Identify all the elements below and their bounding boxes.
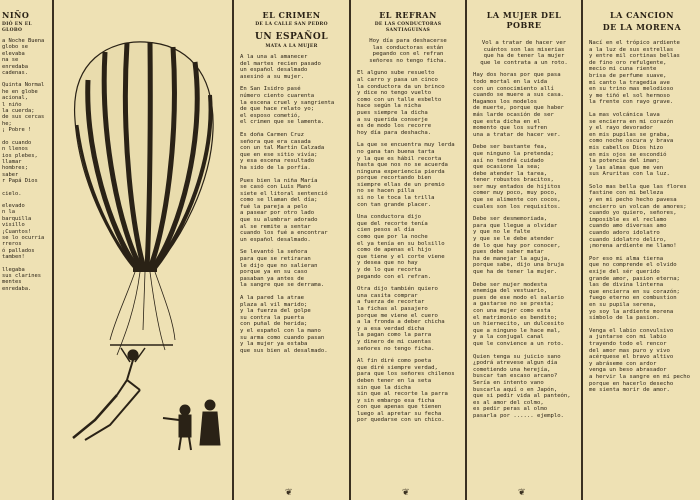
ornament-icon: ❦ xyxy=(518,488,526,498)
stanza: Se levantó la señora para que se retiraran le dijo que no salieran porque ya en su caso pasaban ya antes de la sangre que se derrama. xyxy=(240,249,325,289)
ornament-icon: ❦ xyxy=(285,488,293,498)
spectators xyxy=(163,400,220,450)
stanza: Es doña Carmen Cruz señora que era casada con un tal Martín Calzada que en ese sitio vivía; y esa escena resultado ha sido de la porfía. xyxy=(240,131,325,171)
stanza: La que se encuentra muy lerda no gana tan buena tarta y la que es hábil recorta hasta que nos no se acuerda ninguna experiencia pierda porque recortando bien siempre ellas de un premio no se hacen pilla si no le toca la trilla con tan grande placer. xyxy=(357,142,455,208)
column-la-cancion-de-la-morena xyxy=(584,0,700,500)
stanza: Nací en el trópico ardiente a la luz de sus estrellas y entre mil cortinas bellas de fino oro refulgente, mecio mi cuna riente brisa de perfume suave, mi canto la tragedia ave en su trino mas melodioso y me tiñó el sol hermoso la frente con rayo grave. xyxy=(589,40,680,106)
acrobat-figure xyxy=(73,345,173,440)
column-subtitle: DIÓ EN EL GLOBO xyxy=(2,22,32,33)
column-el-crimen xyxy=(235,0,348,500)
column-divider xyxy=(581,0,583,500)
poem-body xyxy=(2,38,47,292)
stanza: Hoy día para deshacerse las conductoras están pegando con el refran señores no tengo ficha. xyxy=(369,38,447,64)
stanza: do cuando n llenos ios plebes, llamar hombres; saber r Papá Dios xyxy=(2,139,38,185)
stanza: Solo mas bella que las flores fastine con mi belleza y en mi pecho hecho pavesa encierro un volcan de amores; cuando yo quiero, señores, imposible es el reclamo cuando amo diversas amo cuando adoro idolatro cuando idolatro deliro, ¡morena ardiente me llamo! xyxy=(589,183,687,250)
stanza: Debe ser mujer modesta enemiga del vestuario, pues de ese modo el salario a gastarse no se presta; con una mujer como esta el matrimonio es bendito; un hiernecito, un dulcesito que a ninguno le hace mal, y a la conjugal canal que le convience a un roto. xyxy=(473,281,564,347)
hot-air-balloon-illustration xyxy=(55,0,230,500)
stanza: Vol a tratar de hacer ver cuántos son las miserias que ha de tener la mujer que le contrata a un roto. xyxy=(480,40,568,66)
stanza: elevado n la barquilla visillo ¡Cuantos! se lo ocurria rreros ó pallados tamben! xyxy=(2,202,45,261)
stanza: Al fin diré como poeta que diré siempre verdad, para que los señores chilenos deben tener en la seta sin que la dicha sin que al recorte la parra y sin embargo esa ficha con que apenas que tienen luego al apretar su fecha por quedarse con un chico. xyxy=(357,358,455,424)
column-divider xyxy=(349,0,351,500)
stanza: En San Isidro pasé número ciento cuarenta la escena cruel y sangrienta de que hace relato yo; el esposo cometió, el crimen que se lamenta. xyxy=(240,86,335,126)
column-subtitle: DE LA CALLE SAN PEDRO xyxy=(255,22,328,27)
balloon-envelope xyxy=(75,42,214,268)
column-title: NIÑO xyxy=(2,10,30,20)
column-divider xyxy=(52,0,54,500)
column-title: LA MUJER DEL POBRE xyxy=(486,10,562,30)
column-title: EL REFRAN xyxy=(379,10,437,20)
stanza: A la una al amanecer del martes recien pasado un español desalmado asesinó a su mujer. xyxy=(240,54,321,80)
stanza: Por eso mi alma tierna que no comprende el olvido exije del sér querido grande amor, pasion eterna; las de divina linterna que encierra en su corazón; fuego eterno en combustion en su pupila serena, yo soy la ardiente morena símbolo de la pasion. xyxy=(589,255,680,322)
column-title: LA CANCION xyxy=(610,10,674,20)
stanza: A la pared la atrae plaza al vil marido; y la fuerza del golpe su contra la puerta con puñal de herida; y el español con la mano su arma como cuando pasan y la mujer ya estaba que sus bien al desalmado. xyxy=(240,295,328,354)
stanza: Otra dijo también quiero una casita comprar a fuerza de recortar la fichas al pasajero porque me viene el cuero a la fronda a deber chicha y a esa verdad dicha la pagan como la parra y dinero de mi cuentas señores no tengo ficha. xyxy=(357,286,445,352)
stanza: Quinta Normal he en globe acional, l niño la cuerda; de sus cercas he; ¡ Pobre ! xyxy=(2,82,45,134)
stanza: Quien tenga su juicio sano ¿podrá atrevese algun día cometiendo una herejía, buscar tan escaso arcano? Sería en intento vano buscarla aquí o en Japón, que si pedir vida al panteón, es al amor del colmo, es pedir peras al olmo pasarla por ...... ejemplo. xyxy=(473,353,571,419)
poem-body xyxy=(357,38,459,424)
stanza: a Noche Buena globo se elevaba na se enredaba cadenas. xyxy=(2,38,45,77)
column-la-mujer-del-pobre xyxy=(468,0,580,500)
stanza: cielo. xyxy=(2,190,22,197)
column-nino xyxy=(0,0,52,500)
poem-body xyxy=(589,40,695,394)
stanza: llegaba sus clarines mentes enredaba. xyxy=(2,266,41,292)
column-divider xyxy=(232,0,234,500)
column-subtitle: DE LAS CONDUCTORAS SANTIAGUINAS xyxy=(374,22,442,33)
stanza: Debe ser bastante fea, que ninguno la pretenda; así no tendrá cuidado que ocasione la sea; debe atender la tarea, tener robustos bracitos, ser muy entados de hijitos comer muy poco, muy poco, que se alimente con cocos, cuales son los requisitos. xyxy=(473,144,561,210)
column-subtitle: DE LA MORENA xyxy=(602,22,682,32)
balloon-ring xyxy=(133,266,157,272)
stanza: Pues bien la niña María se casó con Luis Manó siete el litoral sentenció como se llaman del día; fué la pareja a pelo a pasear por otro lado que su alumbrar adorado al se remite a sentar cuando los fué a encontrar un español desalmado. xyxy=(240,177,328,243)
column-el-refran xyxy=(352,0,464,500)
column-divider xyxy=(465,0,467,500)
stanza: Debe ser desmemoriada, para que llegue a olvidar y que no le falte y que se le debe atender de lo que hay por conocer, pues debe saber matar ha de manejar la aguja, porque sabe, dijo una bruja que ha de tener la mujer. xyxy=(473,216,564,275)
stanza: El alguno sube resuelto al carro y pasa un cinco la conductora da un brinco y dice no tengo vuelto como con un talle esbelto hace según la nicha pues siempre la dicha a su querida conserje es de modo los recorre hoy día para deshacha. xyxy=(357,70,445,136)
stanza: Venga el labio convulsivo a juntarse con mi labio trayendo todo el rencor del amor mas puro y vivo acérquese el bravo altivo y abráseme con ardor venga un beso abrasador a hervir la sangre en mi pecho porque en hacerlo desecho me sienta morir de amor. xyxy=(589,327,691,394)
column-headline: UN ESPAÑOL xyxy=(254,32,329,42)
stanza: Hay dos horas por que pasa todo mortal en la vida con un conocimiento allí cuando se muere a sus casa. Hagamos los modelos de muerte, porque que haber más larde ocasión de ser que esta dicha en el momento que los sufren una a tratar de hacer ver. xyxy=(473,72,564,138)
stanza: Una conductora dijo que del recorte tenía cien pesos al día como que por la noche el ya tenía en su bolsillo como de apenas el hijo que tiene y el corte viene y desea que no hay y de lo que recorta pegando con el refran. xyxy=(357,214,445,280)
column-subheadline: MATA A LA MUJER xyxy=(265,44,318,49)
ornament-icon: ❦ xyxy=(402,488,410,498)
stanza: La mas volcánica lava se encierra en mi corazón y el rayo devorador en mis pupilas se graba, como noche oscura y brava mis cabellos Dios hizo en mis ojos se escondió la potencia del iman; y las almas que me ven sus Aruritas con la luz. xyxy=(589,111,674,178)
illustration-column xyxy=(55,0,230,500)
balloon-ropes xyxy=(110,272,175,355)
poem-body xyxy=(473,40,575,419)
column-title: EL CRIMEN xyxy=(262,10,321,20)
poem-body xyxy=(240,54,343,354)
